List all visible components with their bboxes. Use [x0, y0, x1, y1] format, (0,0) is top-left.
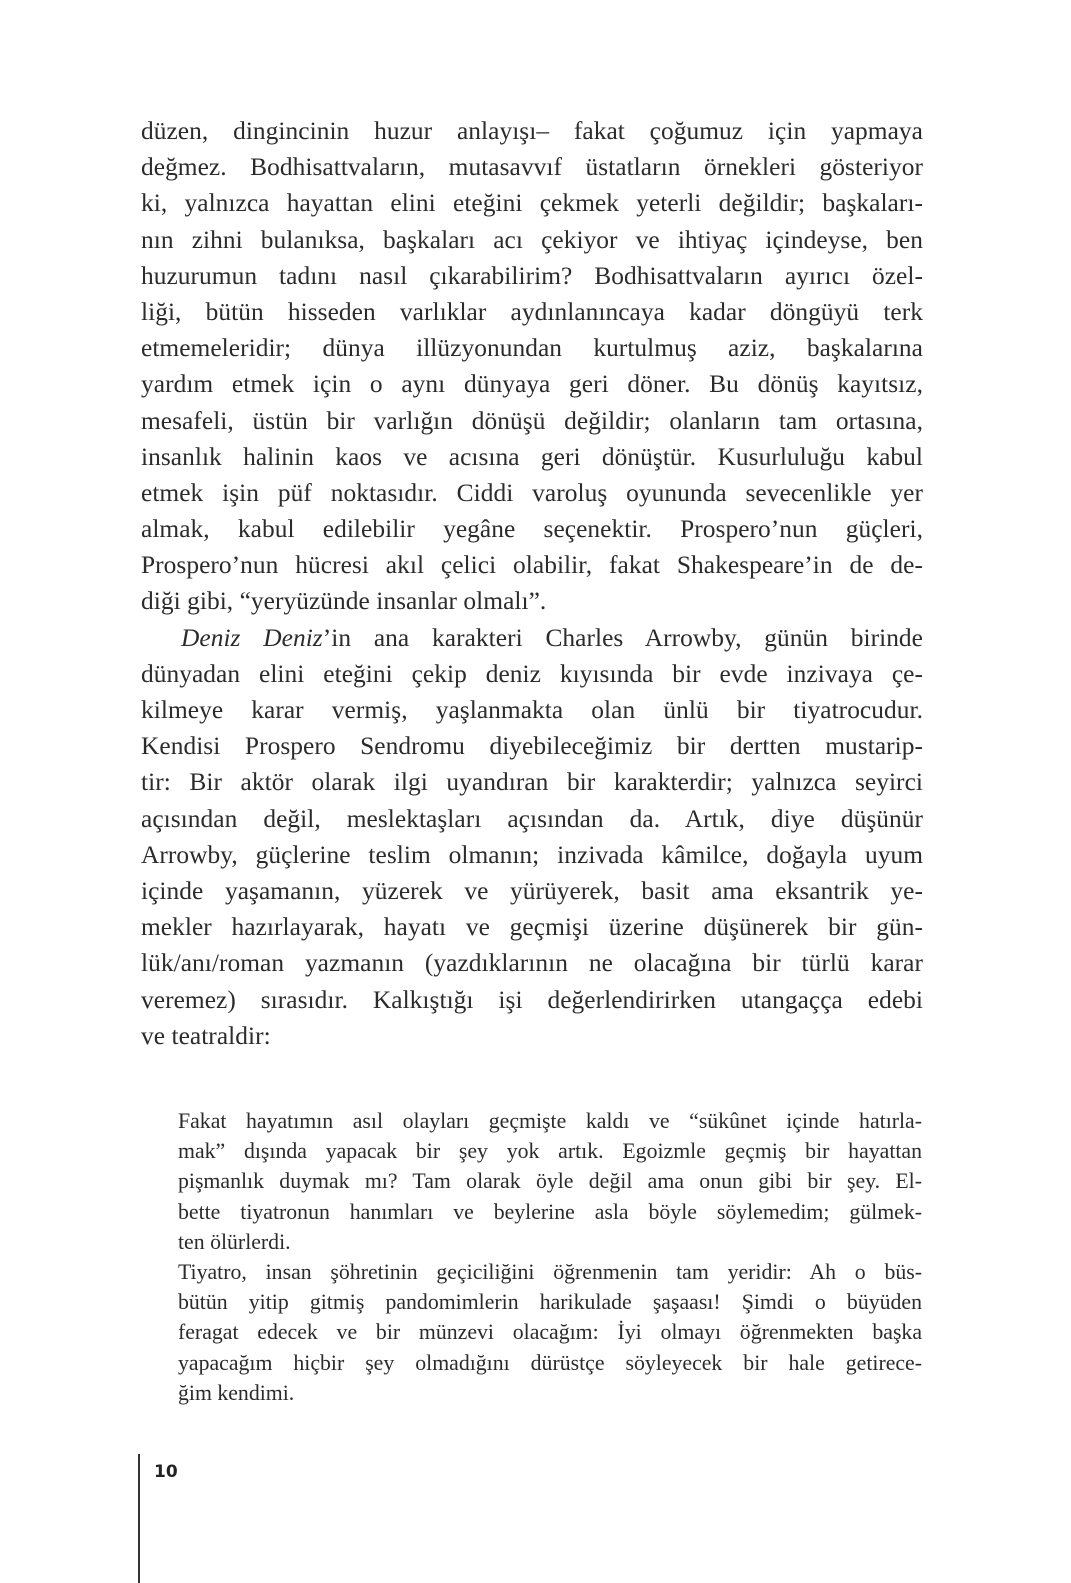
quote-line: Tiyatro, insan şöhretinin geçiciliğini öğrenmenin tam yeridir: Ah o büs- [178, 1259, 922, 1284]
text-line: nın zihni bulanıksa, başkaları acı çekiyor ve ihtiyaç içindeyse, ben [141, 225, 923, 254]
text-line: dünyadan elini eteğini çekip deniz kıyısında bir evde inzivaya çe- [141, 659, 923, 688]
text-line: Kendisi Prospero Sendromu diyebileceğimiz bir dertten mustarip- [141, 732, 923, 761]
quote-line: bette tiyatronun hanımları ve beylerine asla böyle söylemedim; gülmek- [178, 1199, 922, 1224]
quote-line: ğim kendimi. [178, 1380, 295, 1405]
text-line: liği, bütün hisseden varlıklar aydınlanıncaya kadar döngüyü terk [141, 297, 923, 326]
page-number: 10 [154, 1462, 178, 1482]
text-line: huzurumun tadını nasıl çıkarabilirim? Bodhisattvaların ayırıcı özel- [141, 261, 923, 290]
quote-line: ten ölürlerdi. [178, 1229, 291, 1254]
paragraph-1 [141, 113, 923, 620]
text-line: diği gibi, “yeryüzünde insanlar olmalı”. [141, 587, 547, 616]
quote-paragraph-1 [178, 1106, 922, 1257]
text-fragment: ’in ana karakteri Charles Arrowby, günün birinde [322, 623, 923, 652]
text-line: tir: Bir aktör olarak ilgi uyandıran bir karakterdir; yalnızca seyirci [141, 768, 923, 797]
quote-line: pişmanlık duymak mı? Tam olarak öyle değil ama onun gibi bir şey. El- [178, 1169, 922, 1194]
quote-line: Fakat hayatımın asıl olayları geçmişte kaldı ve “sükûnet içinde hatırla- [178, 1109, 922, 1133]
text-line: insanlık halinin kaos ve acısına geri dönüştür. Kusurluluğu kabul [141, 442, 923, 471]
text-line: mesafeli, üstün bir varlığın dönüşü değildir; olanların tam ortasına, [141, 406, 923, 435]
block-quote [178, 1106, 922, 1408]
quote-line: feragat edecek ve bir münzevi olacağım: İyi olmayı öğrenmekten başka [178, 1320, 922, 1345]
book-title: Deniz Deniz [181, 623, 323, 652]
text-line: açısından değil, meslektaşları açısından da. Artık, diye düşünür [141, 804, 923, 833]
text-line: veremez) sırasıdır. Kalkıştığı işi değerlendirirken utangaçça edebi [141, 985, 923, 1014]
text-line: düzen, dingincinin huzur anlayışı– fakat çoğumuz için yapmaya [141, 117, 923, 145]
paragraph-2 [141, 620, 923, 1054]
text-line: değmez. Bodhisattvaların, mutasavvıf üstatların örnekleri gösteriyor [141, 153, 923, 182]
text-line: Arrowby, güçlerine teslim olmanın; inzivada kâmilce, doğayla uyum [141, 840, 923, 869]
text-line: mekler hazırlayarak, hayatı ve geçmişi üzerine düşünerek bir gün- [141, 913, 923, 942]
quote-paragraph-2 [178, 1257, 922, 1408]
footer-divider [138, 1454, 140, 1583]
text-line: kilmeye karar vermiş, yaşlanmakta olan ünlü bir tiyatrocudur. [141, 696, 923, 724]
text-line: almak, kabul edilebilir yegâne seçenektir. Prospero’nun güçleri, [141, 515, 923, 544]
quote-line: yapacağım hiçbir şey olmadığını dürüstçe söyleyecek bir hale getirece- [178, 1350, 922, 1375]
text-line: Prospero’nun hücresi akıl çelici olabilir, fakat Shakespeare’in de de- [141, 551, 923, 580]
text-line: ki, yalnızca hayattan elini eteğini çekmek yeterli değildir; başkaları- [141, 189, 923, 218]
quote-line: mak” dışında yapacak bir şey yok artık. Egoizmle geçmiş bir hayattan [178, 1139, 922, 1164]
text-line: içinde yaşamanın, yüzerek ve yürüyerek, basit ama eksantrik ye- [141, 876, 923, 905]
text-line: etmek işin püf noktasıdır. Ciddi varoluş oyununda sevecenlikle yer [141, 478, 923, 507]
text-line: yardım etmek için o aynı dünyaya geri döner. Bu dönüş kayıtsız, [141, 370, 923, 399]
text-line: ve teatraldir: [141, 1021, 271, 1050]
text-line: lük/anı/roman yazmanın (yazdıklarının ne olacağına bir türlü karar [141, 949, 923, 978]
quote-line: bütün yitip gitmiş pandomimlerin harikulade şaşaası! Şimdi o büyüden [178, 1290, 922, 1315]
main-text [141, 113, 923, 1054]
text-line: etmemeleridir; dünya illüzyonundan kurtulmuş aziz, başkalarına [141, 334, 923, 363]
text-line [141, 620, 923, 656]
